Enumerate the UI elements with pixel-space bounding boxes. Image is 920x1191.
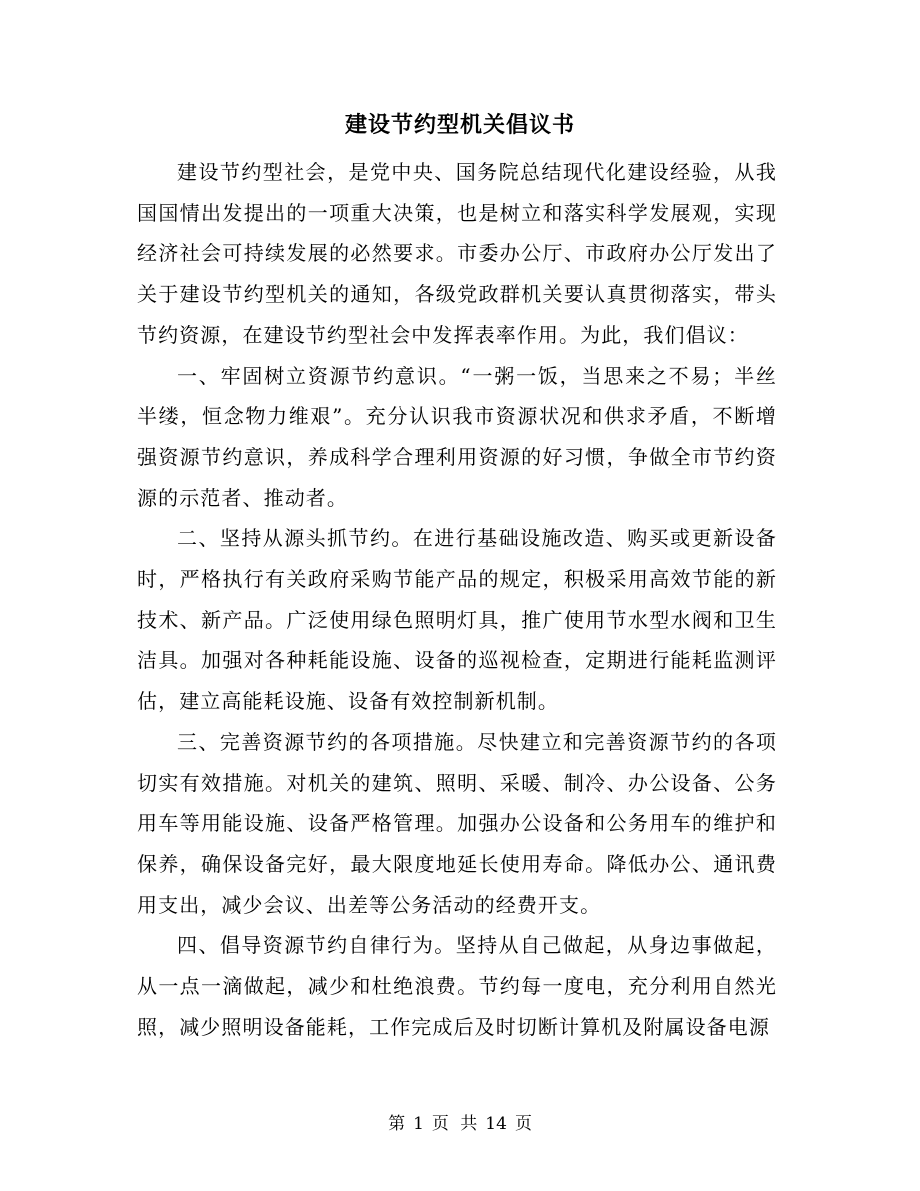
footer-suffix: 页 xyxy=(514,1114,532,1134)
page-title: 建设节约型机关倡议书 xyxy=(344,112,575,138)
document-body xyxy=(137,152,777,1047)
paragraph-item-1: 一、牢固树立资源节约意识。“一粥一饭，当思来之不易；半丝半缕，恒念物力维艰”。充分认识我市资源状况和供求矛盾，不断增强资源节约意识，养成科学合理利用资源的好习惯，争做全市节约资源的示范者、推动者。 xyxy=(137,363,777,510)
footer-middle: 页 共 xyxy=(431,1114,478,1134)
paragraph-intro: 建设节约型社会，是党中央、国务院总结现代化建设经验，从我国国情出发提出的一项重大决策，也是树立和落实科学发展观，实现经济社会可持续发展的必然要求。市委办公厅、市政府办公厅发出了关于建设节约型机关的通知，各级党政群机关要认真贯彻落实，带头节约资源，在建设节约型社会中发挥表率作用。为此，我们倡议： xyxy=(137,160,777,347)
footer-page-number: 1 xyxy=(413,1114,424,1134)
paragraph-item-2: 二、坚持从源头抓节约。在进行基础设施改造、购买或更新设备时，严格执行有关政府采购节能产品的规定，积极采用高效节能的新技术、新产品。广泛使用绿色照明灯具，推广使用节水型水阀和卫生洁具。加强对各种耗能设施、设备的巡视检查，定期进行能耗监测评估，建立高能耗设施、设备有效控制新机制。 xyxy=(137,526,777,714)
footer-total-pages: 14 xyxy=(485,1114,507,1134)
footer-prefix: 第 xyxy=(388,1114,406,1134)
page-footer xyxy=(0,1112,920,1136)
paragraph-item-3: 三、完善资源节约的各项措施。尽快建立和完善资源节约的各项切实有效措施。对机关的建筑、照明、采暖、制冷、办公设备、公务用车等用能设施、设备严格管理。加强办公设备和公务用车的维护和保养，确保设备完好，最大限度地延长使用寿命。降低办公、通讯费用支出，减少会议、出差等公务活动的经费开支。 xyxy=(137,729,777,917)
paragraph-item-4: 四、倡导资源节约自律行为。坚持从自己做起，从身边事做起，从一点一滴做起，减少和杜绝浪费。节约每一度电，充分利用自然光照，减少照明设备能耗，工作完成后及时切断计算机及附属设备电源 xyxy=(137,933,777,1039)
